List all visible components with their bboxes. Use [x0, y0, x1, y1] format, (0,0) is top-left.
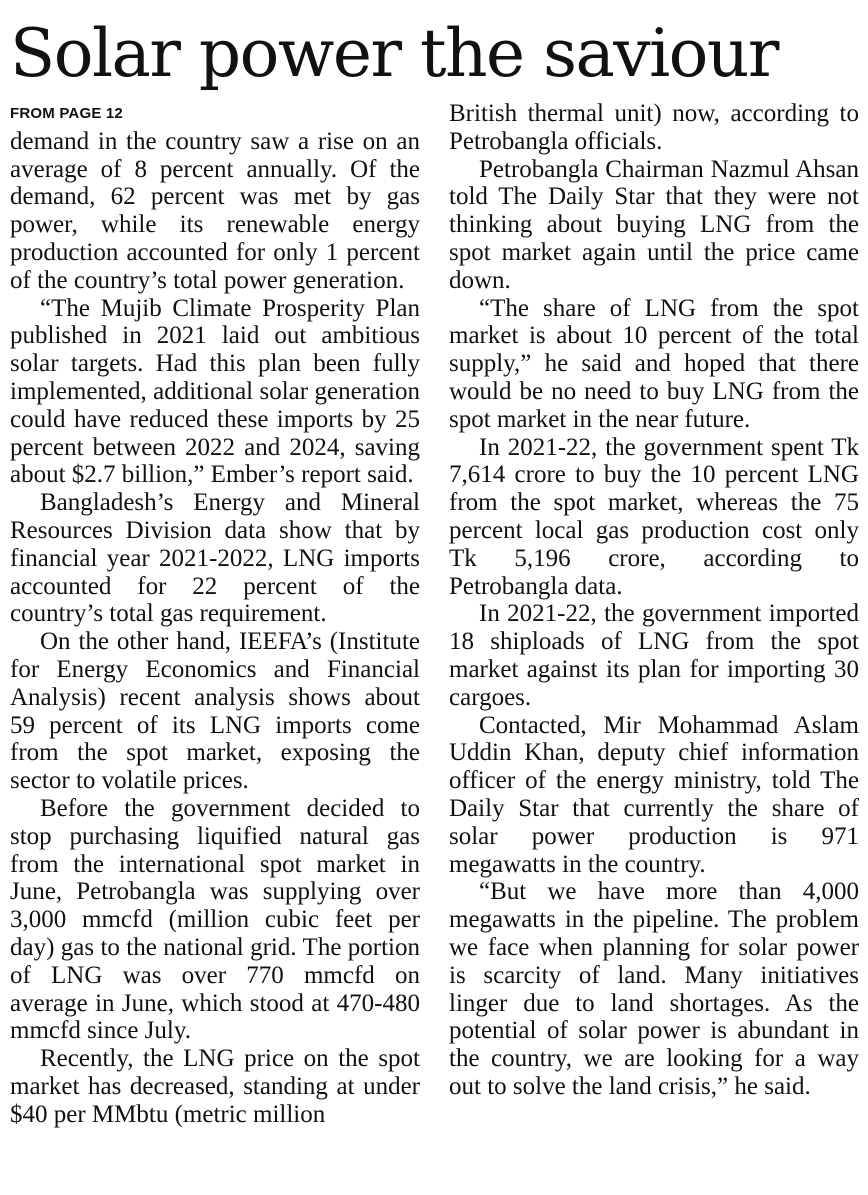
left-column: [10, 100, 420, 1128]
paragraph: Bangladesh’s Energy and Mineral Resources Division data show that by financial year 2021-2022, LNG imports accounted for 22 percent of the country’s total gas requirement.: [10, 489, 420, 628]
paragraph: British thermal unit) now, according to Petrobangla officials.: [449, 100, 859, 155]
headline: Solar power the saviour: [10, 15, 778, 92]
paragraph: In 2021-22, the government imported 18 shiploads of LNG from the spot market against its plan for importing 30 cargoes.: [449, 600, 859, 711]
jump-label: FROM PAGE 12: [10, 105, 123, 122]
paragraph: Contacted, Mir Mohammad Aslam Uddin Khan, deputy chief information officer of the energy ministry, told The Daily Star that currently the share of solar power production is 971 megawatts in the country.: [449, 711, 859, 878]
paragraph: “But we have more than 4,000 megawatts in the pipeline. The problem we face when planning for solar power is scarcity of land. Many initiatives linger due to land shortages. As the potential of solar power is abundant in the country, we are looking for a way out to solve the land crisis,” he said.: [449, 878, 859, 1100]
paragraph: Recently, the LNG price on the spot market has decreased, standing at under $40 per MMbtu (metric million: [10, 1045, 420, 1128]
paragraph: In 2021-22, the government spent Tk 7,614 crore to buy the 10 percent LNG from the spot market, whereas the 75 percent local gas production cost only Tk 5,196 crore, according to Petrobangla data.: [449, 433, 859, 600]
right-column: [449, 100, 859, 1101]
paragraph: Petrobangla Chairman Nazmul Ahsan told The Daily Star that they were not thinking about buying LNG from the spot market again until the price came down.: [449, 155, 859, 294]
paragraph: Before the government decided to stop purchasing liquified natural gas from the international spot market in June, Petrobangla was supplying over 3,000 mmcfd (million cubic feet per day) gas to the national grid. The portion of LNG was over 770 mmcfd on average in June, which stood at 470-480 mmcfd since July.: [10, 794, 420, 1045]
paragraph: “The share of LNG from the spot market is about 10 percent of the total supply,” he said and hoped that there would be no need to buy LNG from the spot market in the near future.: [449, 294, 859, 433]
paragraph: “The Mujib Climate Prosperity Plan published in 2021 laid out ambitious solar targets. Had this plan been fully implemented, additional solar generation could have reduced these imports by 25 percent between 2022 and 2024, saving about $2.7 billion,” Ember’s report said.: [10, 294, 420, 489]
paragraph: demand in the country saw a rise on an average of 8 percent annually. Of the demand, 62 percent was met by gas power, while its renewable energy production accounted for only 1 percent of the country’s total power generation.: [10, 127, 420, 294]
paragraph: On the other hand, IEEFA’s (Institute for Energy Economics and Financial Analysis) recent analysis shows about 59 percent of its LNG imports come from the spot market, exposing the sector to volatile prices.: [10, 628, 420, 795]
